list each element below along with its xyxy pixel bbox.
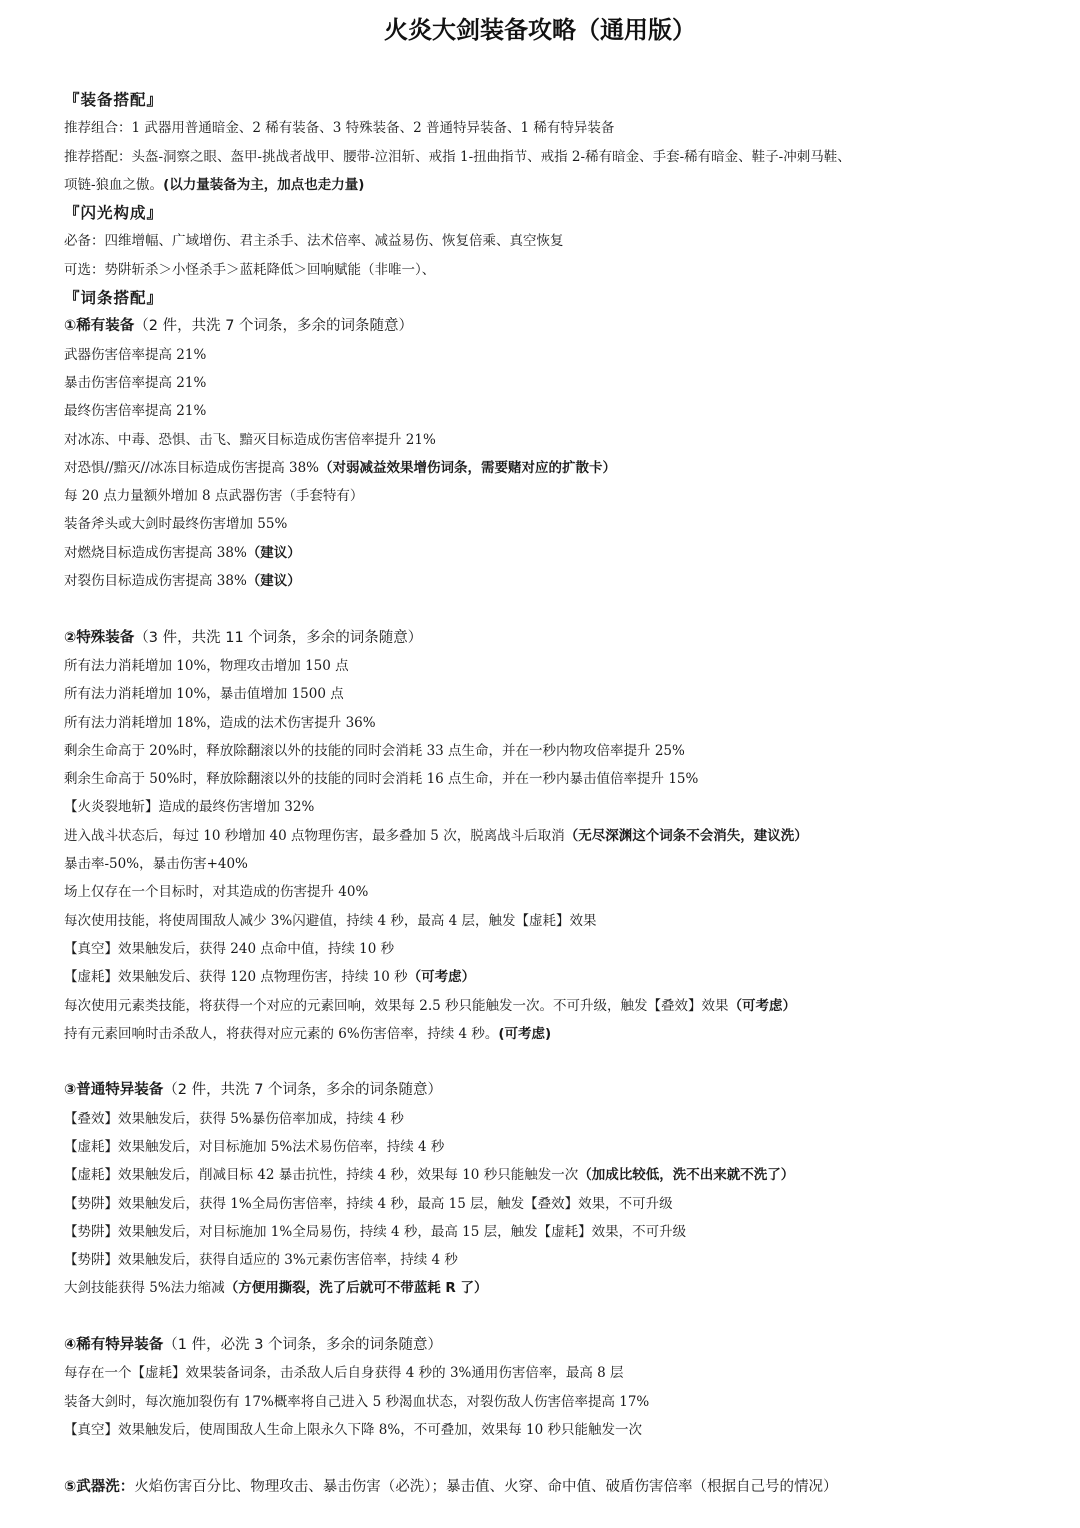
affix-line: 【势阱】效果触发后，获得自适应的 3%元素伤害倍率，持续 4 秒 xyxy=(64,1252,458,1269)
affix-line: 暴击伤害倍率提高 21% xyxy=(64,374,207,391)
section-heading-equipment: 『装备搭配』 xyxy=(64,91,164,109)
text-span: 项链-狼血之傲。 xyxy=(64,176,164,193)
affix-text: 大剑技能获得 5%法力缩减 xyxy=(64,1280,225,1297)
affix-line: 每次使用技能，将使周围敌人减少 3%闪避值，持续 4 秒，最高 4 层，触发【虚耗】效果 xyxy=(64,912,597,929)
subsection-title-special xyxy=(64,624,1054,652)
affix-line: 暴击率-50%，暴击伤害+40% xyxy=(64,856,248,873)
affix-line: 最终伤害倍率提高 21% xyxy=(64,403,207,420)
affix-text: 对恐惧//黯灭//冰冻目标造成伤害提高 38% xyxy=(64,459,319,476)
affix-line xyxy=(64,454,1054,482)
spacer xyxy=(64,1303,1054,1331)
affix-text: 进入战斗状态后，每过 10 秒增加 40 点物理伤害，最多叠加 5 次，脱离战斗后取消 xyxy=(64,827,565,844)
affix-line xyxy=(64,822,1054,850)
subsection-title-rare xyxy=(64,312,1054,340)
subsection-label: ⑤武器洗： xyxy=(64,1478,135,1495)
subsection-title-rare-special xyxy=(64,1331,1054,1359)
affix-line: 【势阱】效果触发后，对目标施加 1%全局易伤，持续 4 秒，最高 15 层，触发【虚耗】效果，不可升级 xyxy=(64,1223,687,1240)
affix-line: 【真空】效果触发后，获得 240 点命中值，持续 10 秒 xyxy=(64,940,395,957)
affix-line: 剩余生命高于 50%时，释放除翻滚以外的技能的同时会消耗 16 点生命，并在一秒内暴击值倍率提升 15% xyxy=(64,771,699,788)
subsection-desc: 火焰伤害百分比、物理攻击、暴击伤害（必洗）；暴击值、火穿、命中值、破盾伤害倍率（根据自己号的情况） xyxy=(134,1478,838,1495)
affix-line xyxy=(64,1161,1054,1189)
page-title: 火炎大剑装备攻略（通用版） xyxy=(384,16,696,44)
note: （无尽深渊这个词条不会消失，建议洗） xyxy=(564,827,808,844)
section-heading-flash: 『闪光构成』 xyxy=(64,204,164,223)
subsection-title-common-special xyxy=(64,1076,1054,1104)
affix-line xyxy=(64,567,1054,595)
affix-text: 【虚耗】效果触发后，削减目标 42 暴击抗性，持续 4 秒，效果每 10 秒只能触发一次 xyxy=(64,1167,579,1184)
affix-line: 所有法力消耗增加 18%，造成的法术伤害提升 36% xyxy=(64,714,376,731)
text-line xyxy=(64,171,1054,199)
text-line: 必备：四维增幅、广域增伤、君主杀手、法术倍率、减益易伤、恢复倍乘、真空恢复 xyxy=(64,233,564,250)
affix-text: 对燃烧目标造成伤害提高 38% xyxy=(64,544,247,561)
spacer xyxy=(64,1444,1054,1472)
affix-line: 装备大剑时，每次施加裂伤有 17%概率将自己进入 5 秒渴血状态，对裂伤敌人伤害倍率提高 17% xyxy=(64,1393,650,1410)
affix-line: 每存在一个【虚耗】效果装备词条，击杀敌人后自身获得 4 秒的 3%通用伤害倍率，最高 8 层 xyxy=(64,1365,624,1382)
affix-line xyxy=(64,1020,1054,1048)
affix-text: 对裂伤目标造成伤害提高 38% xyxy=(64,573,247,590)
section-heading-affix: 『词条搭配』 xyxy=(64,289,164,308)
spacer xyxy=(64,595,1054,623)
affix-line: 【真空】效果触发后，使周围敌人生命上限永久下降 8%，不可叠加，效果每 10 秒只能触发一次 xyxy=(64,1421,642,1438)
affix-line: 对冰冻、中毒、恐惧、击飞、黯灭目标造成伤害倍率提升 21% xyxy=(64,431,436,448)
affix-text: 持有元素回响时击杀敌人，将获得对应元素的 6%伤害倍率，持续 4 秒。 xyxy=(64,1025,499,1042)
affix-text: 【虚耗】效果触发后、获得 120 点物理伤害，持续 10 秒 xyxy=(64,969,408,986)
subsection-label: ②特殊装备 xyxy=(64,629,135,646)
subsection-label: ①稀有装备 xyxy=(64,318,135,335)
note: （对弱减益效果增伤词条，需要赌对应的扩散卡） xyxy=(319,459,616,476)
affix-line: 武器伤害倍率提高 21% xyxy=(64,346,207,363)
note: (以力量装备为主，加点也走力量) xyxy=(163,176,365,193)
subsection-label: ③普通特异装备 xyxy=(64,1082,164,1099)
note: (可考虑) xyxy=(498,1025,552,1042)
subsection-desc: （2 件，共洗 7 个词条，多余的词条随意） xyxy=(134,318,414,335)
text-line: 可选：势阱斩杀＞小怪杀手＞蓝耗降低＞回响赋能（非唯一）、 xyxy=(64,261,436,278)
subsection-desc: （3 件，共洗 11 个词条，多余的词条随意） xyxy=(134,629,423,646)
text-line: 推荐搭配：头盔-洞察之眼、盔甲-挑战者战甲、腰带-泣泪斩、戒指 1-扭曲指节、戒指 2-稀有暗金、手套-稀有暗金、鞋子-冲刺马鞋、 xyxy=(64,148,851,165)
subsection-desc: （1 件，必洗 3 个词条，多余的词条随意） xyxy=(163,1337,443,1354)
document-body xyxy=(64,86,1054,1501)
affix-line xyxy=(64,963,1054,991)
affix-line: 【叠效】效果触发后，获得 5%暴伤倍率加成，持续 4 秒 xyxy=(64,1110,404,1127)
affix-line: 所有法力消耗增加 10%，暴击值增加 1500 点 xyxy=(64,686,344,703)
affix-text: 每次使用元素类技能，将获得一个对应的元素回响，效果每 2.5 秒只能触发一次。不可升级，触发【叠效】效果 xyxy=(64,997,729,1014)
affix-line: 每 20 点力量额外增加 8 点武器伤害（手套特有） xyxy=(64,488,364,505)
affix-line: 装备斧头或大剑时最终伤害增加 55% xyxy=(64,516,288,533)
affix-line: 【虚耗】效果触发后，对目标施加 5%法术易伤倍率，持续 4 秒 xyxy=(64,1138,445,1155)
affix-line: 【火炎裂地斩】造成的最终伤害增加 32% xyxy=(64,799,315,816)
subsection-title-weapon xyxy=(64,1473,1054,1501)
affix-line: 所有法力消耗增加 10%，物理攻击增加 150 点 xyxy=(64,657,349,674)
affix-line xyxy=(64,539,1054,567)
subsection-desc: （2 件，共洗 7 个词条，多余的词条随意） xyxy=(163,1082,443,1099)
affix-line: 场上仅存在一个目标时，对其造成的伤害提升 40% xyxy=(64,884,369,901)
note: （方便用撕裂，洗了后就可不带蓝耗 R 了） xyxy=(224,1280,488,1297)
affix-line: 【势阱】效果触发后，获得 1%全局伤害倍率，持续 4 秒，最高 15 层，触发【叠效】效果，不可升级 xyxy=(64,1195,673,1212)
note: （加成比较低，洗不出来就不洗了） xyxy=(578,1167,795,1184)
affix-line: 剩余生命高于 20%时，释放除翻滚以外的技能的同时会消耗 33 点生命，并在一秒内物攻倍率提升 25% xyxy=(64,742,685,759)
note: （建议） xyxy=(246,544,301,561)
note: （可考虑） xyxy=(407,969,476,986)
note: （可考虑） xyxy=(728,997,797,1014)
affix-line xyxy=(64,992,1054,1020)
note: （建议） xyxy=(246,573,301,590)
affix-line xyxy=(64,1274,1054,1302)
subsection-label: ④稀有特异装备 xyxy=(64,1337,164,1354)
spacer xyxy=(64,1048,1054,1076)
text-line: 推荐组合：1 武器用普通暗金、2 稀有装备、3 特殊装备、2 普通特异装备、1 稀有特异装备 xyxy=(64,120,615,137)
